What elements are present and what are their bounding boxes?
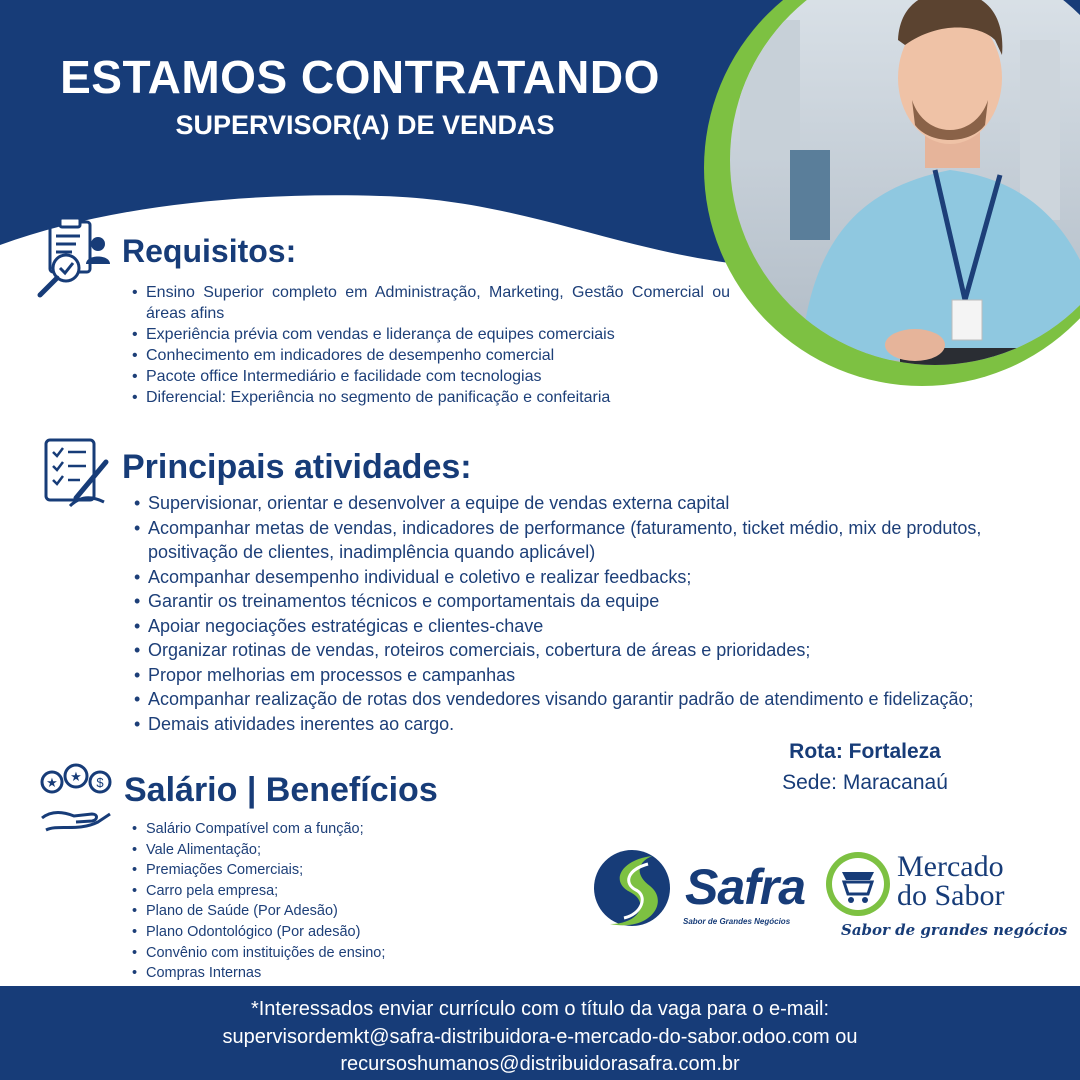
list-item: • Acompanhar realização de rotas dos vendedores visando garantir padrão de atendimento e fidelização; xyxy=(148,687,1048,712)
mercado-do-sabor-logo xyxy=(822,848,894,920)
footer-contact-bar xyxy=(0,986,1080,1080)
rota-label: Rota: Fortaleza xyxy=(789,740,941,763)
sede-label: Sede: Maracanaú xyxy=(782,771,948,794)
beneficios-list xyxy=(128,819,566,984)
medals-money-hand-icon xyxy=(38,762,116,836)
beneficios-title: Salário | Benefícios xyxy=(124,771,438,809)
list-item: • Garantir os treinamentos técnicos e comportamentais da equipe xyxy=(148,589,1048,614)
list-item: • Pacote office Intermediário e facilidade com tecnologias xyxy=(146,366,730,387)
atividades-title: Principais atividades: xyxy=(122,448,472,486)
list-item: • Ensino Superior completo em Administração, Marketing, Gestão Comercial ou áreas afins xyxy=(146,282,730,324)
list-item: • Apoiar negociações estratégicas e clientes-chave xyxy=(148,614,1048,639)
list-item: • Plano de Saúde (Por Adesão) xyxy=(146,901,566,922)
list-item: • Conhecimento em indicadores de desempenho comercial xyxy=(146,345,730,366)
requisitos-title: Requisitos: xyxy=(122,233,297,269)
headline: ESTAMOS CONTRATANDO xyxy=(60,51,660,103)
list-item: • Demais atividades inerentes ao cargo. xyxy=(148,712,1048,737)
svg-text:★: ★ xyxy=(70,769,82,784)
list-item: • Plano Odontológico (Por adesão) xyxy=(146,922,566,943)
footer-email-2[interactable]: recursoshumanos@distribuidorasafra.com.br xyxy=(340,1053,740,1075)
mercado-logo-tagline: Sabor de grandes negócios xyxy=(841,921,1068,939)
clipboard-person-search-icon xyxy=(36,216,114,298)
list-item: • Diferencial: Experiência no segmento de panificação e confeitaria xyxy=(146,387,730,408)
checklist-pen-icon xyxy=(40,436,112,508)
atividades-list xyxy=(130,491,1048,736)
list-item: • Salário Compatível com a função; xyxy=(146,819,566,840)
list-item: • Organizar rotinas de vendas, roteiros comerciais, cobertura de áreas e prioridades; xyxy=(148,638,1048,663)
list-item: • Supervisionar, orientar e desenvolver a equipe de vendas externa capital xyxy=(148,491,1048,516)
list-item: • Propor melhorias em processos e campanhas xyxy=(148,663,1048,688)
list-item: • Acompanhar desempenho individual e coletivo e realizar feedbacks; xyxy=(148,565,1048,590)
footer-line-1: *Interessados enviar currículo com o título da vaga para o e-mail: xyxy=(250,998,830,1020)
svg-text:★: ★ xyxy=(46,775,58,790)
list-item: • Convênio com instituições de ensino; xyxy=(146,943,566,964)
safra-logo-text: Safra xyxy=(685,859,806,915)
requisitos-list xyxy=(128,282,730,408)
job-title: SUPERVISOR(A) DE VENDAS xyxy=(175,110,555,140)
footer-email-1[interactable]: supervisordemkt@safra-distribuidora-e-mercado-do-sabor.odoo.com ou xyxy=(222,1025,858,1048)
svg-text:$: $ xyxy=(96,775,104,790)
mercado-logo-line1: Mercado xyxy=(897,850,1004,883)
list-item: • Vale Alimentação; xyxy=(146,840,566,861)
list-item: • Carro pela empresa; xyxy=(146,881,566,902)
mercado-logo-line2: do Sabor xyxy=(897,879,1005,912)
list-item: • Compras Internas xyxy=(146,963,566,984)
footer-contact-text xyxy=(0,996,1080,1079)
safra-logo-tagline: Sabor de Grandes Negócios xyxy=(683,917,791,926)
list-item: • Premiações Comerciais; xyxy=(146,860,566,881)
list-item: • Acompanhar metas de vendas, indicadores de performance (faturamento, ticket médio, mix de produtos, positivação de clientes, inadimplência quando aplicável) xyxy=(148,516,1048,565)
list-item: • Experiência prévia com vendas e liderança de equipes comerciais xyxy=(146,324,730,345)
